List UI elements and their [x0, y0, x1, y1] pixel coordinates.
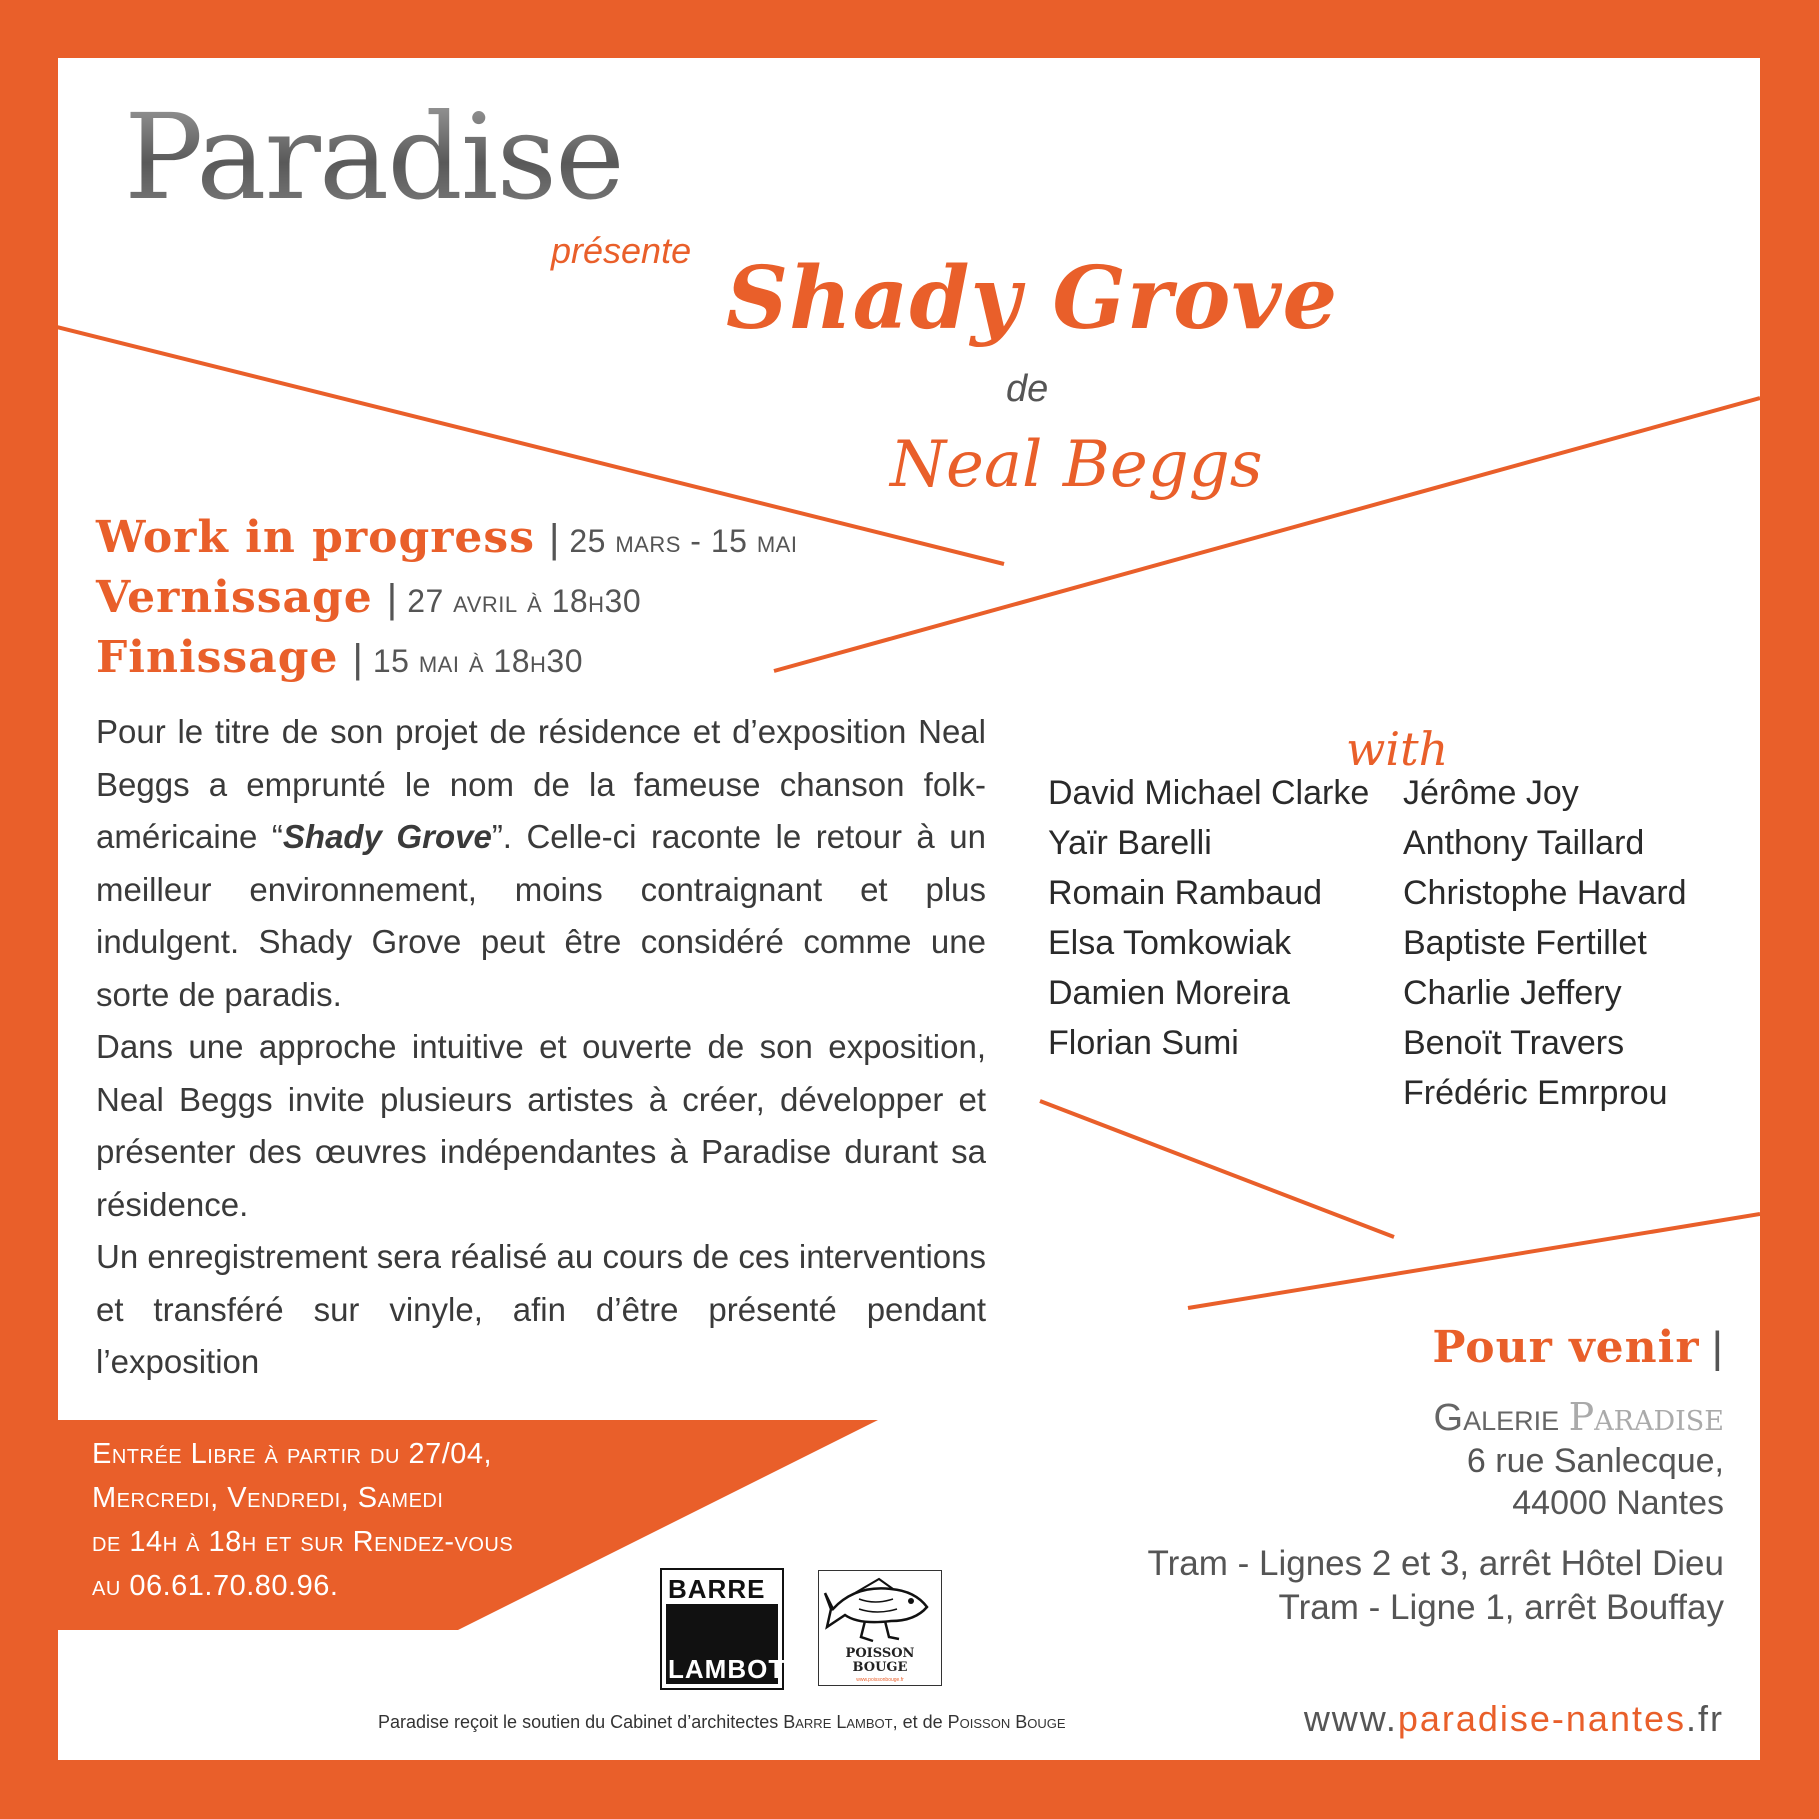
gallery-word: Galerie — [1433, 1397, 1560, 1439]
schedule-value: 15 mai à 18h30 — [372, 643, 584, 679]
hours-line: Entrée Libre à partir du 27/04, — [92, 1438, 493, 1470]
artist-signature: Neal Beggs — [890, 428, 1263, 502]
hours-line: de 14h à 18h et sur Rendez-vous — [92, 1526, 514, 1558]
hours-line: au 06.61.70.80.96. — [92, 1570, 339, 1602]
poisson-bouge-name — [819, 1647, 941, 1675]
exhibition-title: Shady Grove — [726, 248, 1339, 349]
barre-lambot-top: BARRE — [668, 1574, 766, 1604]
poisson-bouge-logo — [818, 1570, 942, 1686]
schedule — [96, 512, 797, 692]
flyer-page — [58, 58, 1760, 1760]
description — [96, 706, 986, 1389]
gallery-brand: Paradise — [1568, 1395, 1724, 1439]
de-label: de — [1006, 368, 1049, 410]
schedule-row — [96, 512, 797, 572]
website-link[interactable] — [1304, 1698, 1724, 1740]
artist-name: Romain Rambaud — [1048, 874, 1323, 912]
website-domain: paradise-nantes — [1397, 1698, 1686, 1739]
bouge-word: BOUGE — [852, 1660, 908, 1675]
song-title: Shady Grove — [282, 818, 492, 855]
description-paragraph-1 — [96, 706, 986, 1021]
artist-name: Jérôme Joy — [1403, 774, 1579, 812]
fish-icon — [819, 1571, 941, 1647]
schedule-separator: | — [548, 517, 560, 561]
schedule-value: 27 avril à 18h30 — [407, 583, 642, 619]
artist-name: Benoït Travers — [1403, 1024, 1625, 1062]
artist-name: David Michael Clarke — [1048, 774, 1370, 812]
artist-name: Charlie Jeffery — [1403, 974, 1622, 1012]
schedule-row — [96, 572, 797, 632]
barre-lambot-logo — [660, 1568, 784, 1690]
directions-title — [1432, 1322, 1724, 1373]
with-label: with — [1346, 722, 1449, 776]
poisson-word: POISSON — [845, 1646, 915, 1661]
artist-name: Damien Moreira — [1048, 974, 1290, 1012]
address — [1434, 1396, 1724, 1524]
artist-name: Elsa Tomkowiak — [1048, 924, 1292, 962]
poisson-bouge-url: www.poissonbouge.fr — [856, 1677, 904, 1683]
website-suffix: .fr — [1686, 1698, 1724, 1739]
schedule-label: Work in progress — [96, 512, 535, 563]
city: 44000 Nantes — [1512, 1484, 1724, 1522]
support-note — [378, 1712, 1066, 1733]
description-paragraph-2: Dans une approche intuitive et ouverte de son exposition, Neal Beggs invite plusieurs artistes à créer, développer et présenter des œuvres indépendantes à Paradise durant sa résidence. — [96, 1028, 986, 1223]
presents-label: présente — [551, 230, 692, 271]
gallery-name — [1434, 1396, 1724, 1440]
tram-info — [1148, 1542, 1724, 1630]
description-text: Pour le titre de son projet de résidence et d’exposition Neal Beggs a emprunté le nom de la fameuse chanson folk-américaine “ — [96, 713, 986, 855]
schedule-row — [96, 632, 797, 692]
schedule-separator: | — [386, 577, 398, 621]
artist-name: Yaïr Barelli — [1048, 824, 1212, 862]
schedule-label: Finissage — [96, 632, 339, 683]
street: 6 rue Sanlecque, — [1466, 1442, 1724, 1480]
artist-name: Christophe Havard — [1403, 874, 1687, 912]
tram-line-1: Tram - Lignes 2 et 3, arrêt Hôtel Dieu — [1147, 1544, 1724, 1583]
website-prefix: www. — [1303, 1698, 1398, 1739]
opening-hours — [92, 1432, 513, 1608]
support-sponsor-1: Barre Lambot — [783, 1712, 893, 1732]
artist-name: Florian Sumi — [1048, 1024, 1239, 1062]
schedule-value: 25 mars - 15 mai — [569, 523, 798, 559]
support-sponsor-2: Poisson Bouge — [947, 1712, 1066, 1732]
artist-name: Anthony Taillard — [1403, 824, 1645, 862]
schedule-separator: | — [352, 637, 363, 681]
schedule-label: Vernissage — [96, 572, 373, 623]
directions-separator: | — [1711, 1323, 1724, 1372]
paradise-logo: Paradise — [124, 88, 623, 226]
diagonal-line-3 — [1040, 1101, 1394, 1237]
barre-lambot-bottom: LAMBOT — [668, 1654, 786, 1684]
artist-name: Frédéric Emrprou — [1403, 1074, 1668, 1112]
diagonal-line-4 — [1188, 1214, 1760, 1308]
directions-heading: Pour venir — [1432, 1322, 1700, 1373]
artist-name: Baptiste Fertillet — [1403, 924, 1647, 962]
artist-list-right — [1403, 768, 1686, 1118]
tram-line-2: Tram - Ligne 1, arrêt Bouffay — [1278, 1588, 1724, 1627]
support-text: Paradise reçoit le soutien du Cabinet d’architectes — [378, 1712, 784, 1732]
description-paragraph-3: Un enregistrement sera réalisé au cours de ces interventions et transféré sur vinyle, afin d’être présenté pendant l’exposition — [96, 1238, 986, 1380]
hours-line: Mercredi, Vendredi, Samedi — [92, 1482, 444, 1514]
artist-list-left — [1048, 768, 1369, 1068]
description-text: ”. Celle-ci raconte le retour à un meilleur environnement, moins contraignant et plus indulgent. Shady Grove peut être considéré comme une sorte de paradis. — [96, 818, 986, 1013]
support-text: , et de — [892, 1712, 948, 1732]
